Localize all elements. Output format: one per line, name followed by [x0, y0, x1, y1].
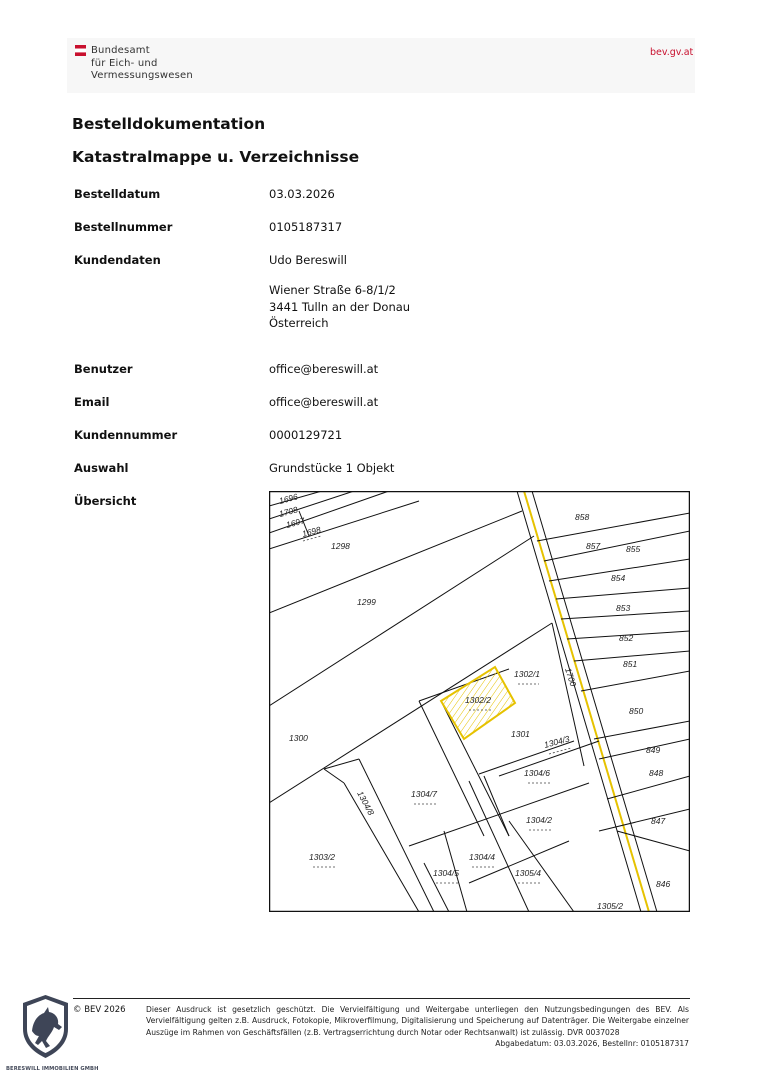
kundendaten-name: Udo Bereswill	[269, 253, 347, 267]
address-line: Wiener Straße 6-8/1/2	[269, 283, 396, 297]
parcel-label: 851	[623, 659, 638, 669]
kundennummer-value: 0000129721	[269, 428, 343, 442]
parcel-label: 1696	[277, 491, 299, 506]
parcel-label: 858	[575, 512, 590, 522]
parcel-label: 1300	[289, 733, 308, 743]
parcel-label: 1305/2	[597, 901, 623, 911]
parcel-label: 1304/4	[469, 852, 495, 862]
parcel-label: 855	[626, 544, 641, 554]
kundennummer-label: Kundennummer	[74, 428, 178, 442]
parcel-label: 1302/1	[514, 669, 540, 679]
parcel-label: 848	[649, 768, 664, 778]
parcel-label: 1299	[357, 597, 376, 607]
org-line: für Eich- und	[91, 57, 158, 69]
org-line: Vermessungswesen	[91, 70, 193, 81]
abgabe-info: Abgabedatum: 03.03.2026, Bestellnr: 0105187317	[495, 1039, 689, 1048]
parcel-label: 1698	[300, 524, 322, 539]
bev-website-link[interactable]: bev.gv.at	[650, 47, 694, 58]
address-line: 3441 Tulln an der Donau	[269, 299, 411, 314]
parcel-label: 854	[611, 573, 626, 583]
benutzer-label: Benutzer	[74, 362, 133, 376]
email-label: Email	[74, 395, 110, 409]
parcel-label: 1304/3	[542, 733, 571, 750]
parcel-label: 1301	[511, 729, 530, 739]
parcel-label: 853	[616, 603, 631, 613]
document-subtitle: Katastralmappe u. Verzeichnisse	[72, 148, 360, 166]
parcel-label: 852	[619, 633, 634, 643]
parcel-label: 1304/7	[411, 789, 437, 799]
parcel-label: 1708	[277, 504, 299, 519]
bestellnummer-value: 0105187317	[269, 220, 343, 234]
bev-org-name	[91, 45, 193, 83]
parcel-label: 847	[651, 816, 666, 826]
parcel-label: 1305/4	[515, 868, 541, 878]
bestellnummer-label: Bestellnummer	[74, 220, 173, 234]
copyright: © BEV 2026	[73, 1005, 126, 1015]
uebersicht-label: Übersicht	[74, 494, 137, 508]
parcel-label: 849	[646, 745, 661, 755]
parcel-label-selected: 1302/2	[465, 695, 491, 705]
kundendaten-label: Kundendaten	[74, 253, 161, 267]
parcel-label: 1303/2	[309, 852, 335, 862]
kundendaten-address	[269, 282, 410, 332]
bereswill-horse-logo	[18, 991, 73, 1061]
footer-divider	[73, 998, 690, 999]
parcel-label: 1304/5	[433, 868, 459, 878]
document-title: Bestelldokumentation	[72, 115, 266, 133]
address-line: Österreich	[269, 316, 329, 330]
parcel-label: 1304/6	[524, 768, 550, 778]
parcel-label: 846	[656, 879, 671, 889]
austria-flag-icon	[75, 45, 86, 56]
legal-notice: Dieser Ausdruck ist gesetzlich geschützt. Die Vervielfältigung und Weitergabe unterliegen den Nutzungsbedingungen des BEV. Als Vervielfältigung gelten z.B. Ausdruck, Fotokopie, Mikroverfilmung, Digitalisierung und Speicherung auf Datenträger. Die Weitergabe einzelner Auszüge im Rahmen von Geschäftsfällen (z.B. Vertragserrichtung durch Notar oder Rechtsanwalt) ist zulässig. DVR 0037028	[146, 1005, 689, 1037]
auswahl-value: Grundstücke 1 Objekt	[269, 461, 395, 475]
bestelldatum-label: Bestelldatum	[74, 187, 161, 201]
parcel-label: 1700	[563, 666, 579, 688]
email-value: office@bereswill.at	[269, 395, 379, 409]
parcel-label: 850	[629, 706, 644, 716]
benutzer-value: office@bereswill.at	[269, 362, 379, 376]
bestelldatum-value: 03.03.2026	[269, 187, 335, 201]
cadastral-map[interactable]	[269, 491, 690, 912]
parcel-label: 1304/8	[355, 789, 377, 817]
company-logo-text: BERESWILL IMMOBILIEN GMBH	[6, 1066, 99, 1072]
parcel-label: 857	[586, 541, 601, 551]
auswahl-label: Auswahl	[74, 461, 129, 475]
parcel-label: 1304/2	[526, 815, 552, 825]
org-line: Bundesamt	[91, 45, 150, 56]
parcel-label: 1298	[331, 541, 350, 551]
parcel-label: 1697	[284, 515, 306, 530]
